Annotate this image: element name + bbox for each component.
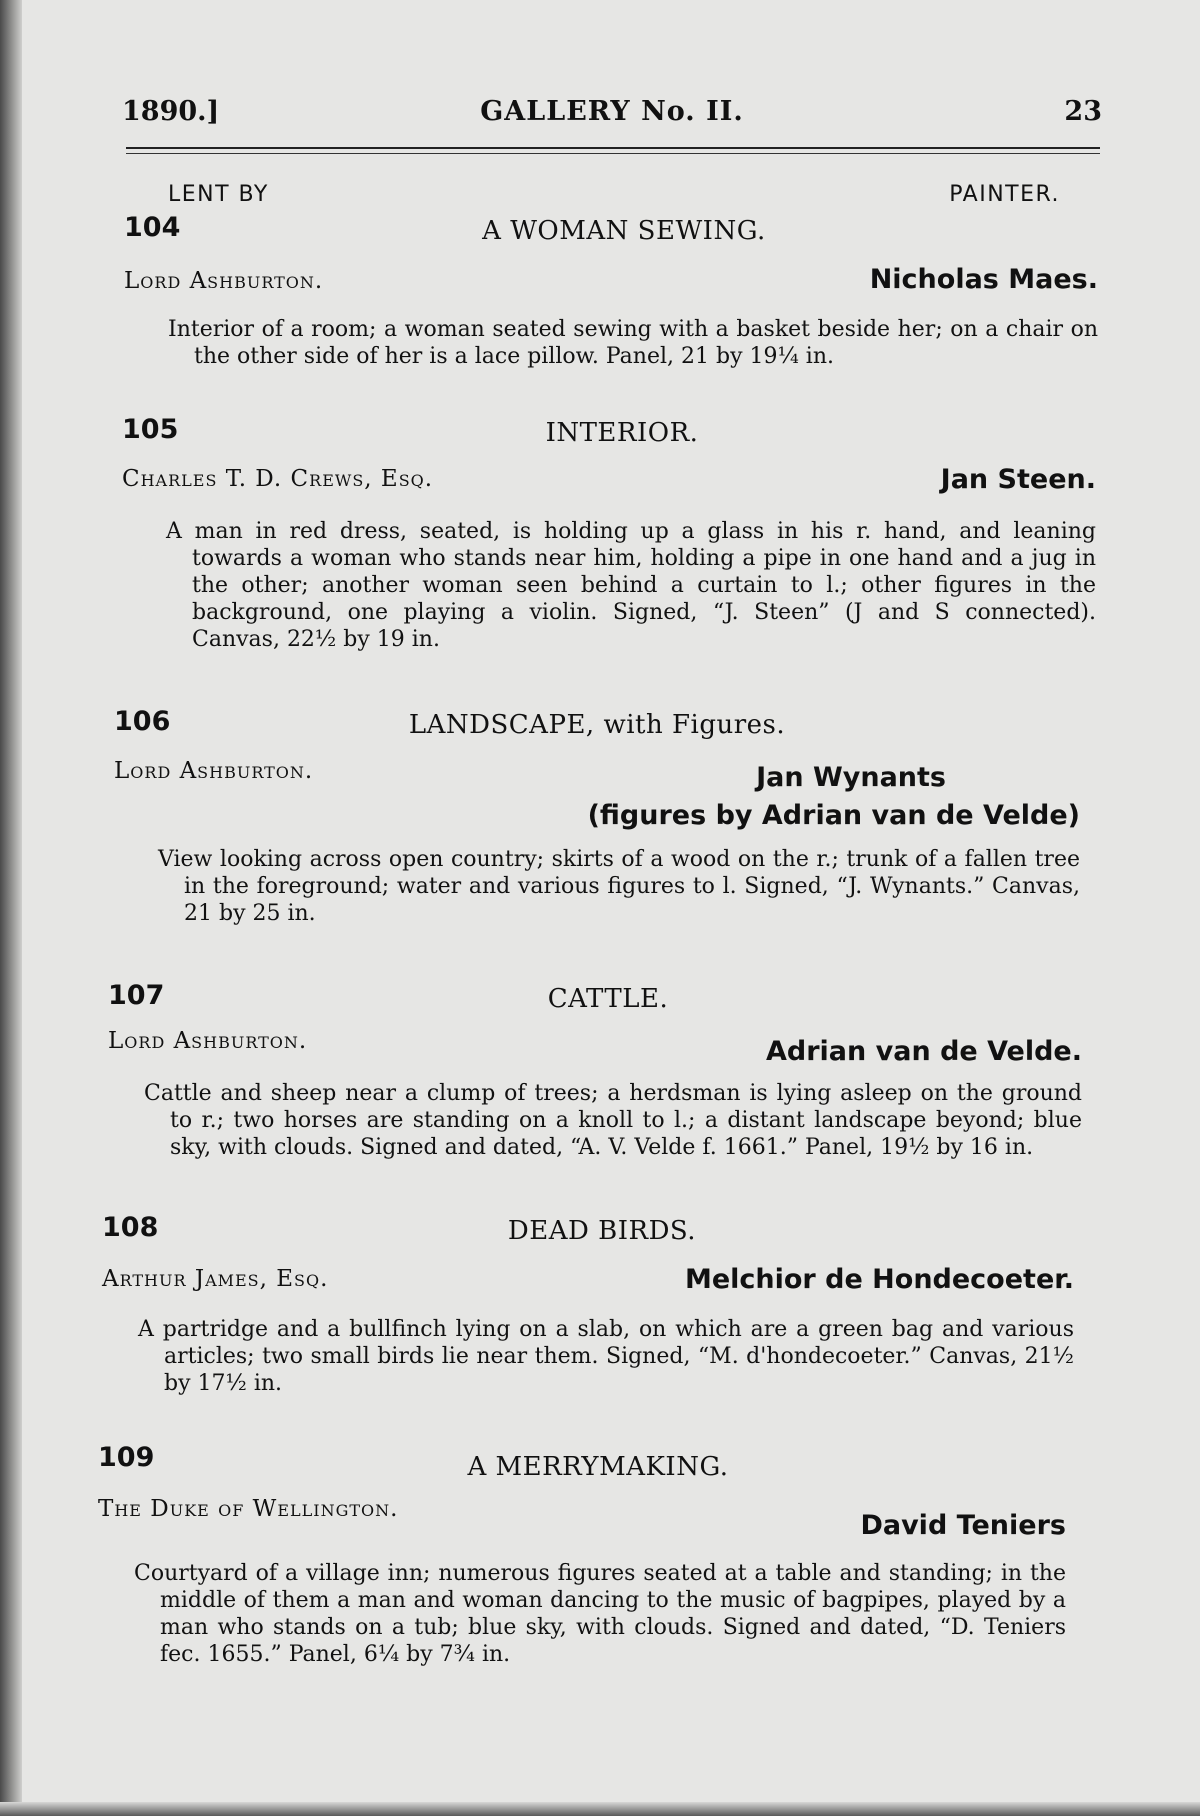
entry-title: A WOMAN SEWING.	[482, 216, 766, 246]
catalogue-entry-108	[102, 1212, 1074, 1412]
header-rule-thin	[126, 153, 1100, 154]
entry-number: 105	[122, 414, 179, 445]
entry-description-text: Interior of a room; a woman seated sewing with a basket beside her; on a chair on the other side of her is a lace pillow. Panel, 21 by 19¼ in.	[168, 317, 1098, 369]
entry-number: 107	[108, 980, 165, 1011]
entry-title: CATTLE.	[547, 984, 669, 1014]
entry-title: LANDSCAPE, with Figures.	[408, 710, 786, 740]
entry-description	[158, 846, 1080, 927]
catalogue-entry-105	[122, 414, 1096, 664]
entry-lender: Lord Ashburton.	[108, 1028, 308, 1054]
entry-description-text: A partridge and a bullfinch lying on a slab, on which are a green bag and various articles; two small birds lie near them. Signed, “M. d'hondecoeter.” Canvas, 21½ by 17½ in.	[138, 1317, 1074, 1396]
catalogue-entry-109	[98, 1442, 1066, 1682]
entry-title: A MERRYMAKING.	[467, 1452, 729, 1482]
entry-description-text: Courtyard of a village inn; numerous figures seated at a table and standing; in the middle of them a man and woman dancing to the music of bagpipes, played by a man who stands on a tub; blue sky, with clouds. Signed and dated, “D. Teniers fec. 1655.” Panel, 6¼ by 7¾ in.	[134, 1561, 1066, 1667]
entry-description	[166, 518, 1096, 653]
page-bottom-shadow	[0, 1802, 1200, 1816]
entry-description	[138, 1316, 1074, 1397]
catalogue-entry-107	[108, 980, 1082, 1180]
entry-artist: David Teniers	[860, 1510, 1066, 1541]
entry-number: 106	[114, 706, 171, 737]
entry-lender: The Duke of Wellington.	[98, 1496, 399, 1522]
entry-description	[134, 1560, 1066, 1668]
entry-title: INTERIOR.	[545, 418, 699, 448]
entry-number: 104	[124, 212, 181, 243]
entry-artist-note: (figures by Adrian van de Velde)	[587, 800, 1080, 831]
entry-description-text: View looking across open country; skirts of a wood on the r.; trunk of a fallen tree in the foreground; water and various figures to l. Signed, “J. Wynants.” Canvas, 21 by 25 in.	[158, 847, 1080, 926]
entry-lender: Lord Ashburton.	[124, 268, 324, 294]
entry-artist: Adrian van de Velde.	[766, 1036, 1082, 1067]
entry-description-text: Cattle and sheep near a clump of trees; a herdsman is lying asleep on the ground to r.; two horses are standing on a knoll to l.; a distant landscape beyond; blue sky, with clouds. Signed and dated, “A. V. Velde f. 1661.” Panel, 19½ by 16 in.	[144, 1081, 1082, 1160]
entry-lender: Arthur James, Esq.	[102, 1266, 329, 1292]
header-year: 1890.]	[122, 96, 220, 127]
entry-artist: Jan Steen.	[940, 464, 1096, 495]
header-title: GALLERY No. II.	[480, 96, 744, 127]
entry-number: 109	[98, 1442, 155, 1473]
entry-artist: Jan Wynants	[756, 762, 946, 793]
entry-artist: Nicholas Maes.	[869, 264, 1098, 295]
entry-description-text: A man in red dress, seated, is holding up a glass in his r. hand, and leaning towards a woman who stands near him, holding a pipe in one hand and a jug in the other; another woman seen behind a curtain to l.; other figures in the background, one playing a violin. Signed, “J. Steen” (J and S connected). Canvas, 22½ by 19 in.	[166, 519, 1096, 652]
entry-description	[144, 1080, 1082, 1161]
running-header	[122, 96, 1102, 136]
catalogue-entry-106	[114, 706, 1080, 936]
entry-artist: Melchior de Hondecoeter.	[684, 1264, 1074, 1295]
header-rule	[126, 147, 1100, 149]
entry-lender: Charles T. D. Crews, Esq.	[122, 466, 434, 492]
entry-title: DEAD BIRDS.	[507, 1216, 697, 1246]
column-heading-painter: PAINTER.	[949, 182, 1060, 207]
entry-lender: Lord Ashburton.	[114, 758, 314, 784]
entry-description	[168, 316, 1098, 370]
page-edge-shadow	[0, 0, 22, 1816]
entry-number: 108	[102, 1212, 159, 1243]
column-heading-lent-by: LENT BY	[168, 182, 269, 207]
page-number: 23	[1064, 96, 1102, 127]
catalogue-entry-104	[124, 212, 1098, 382]
